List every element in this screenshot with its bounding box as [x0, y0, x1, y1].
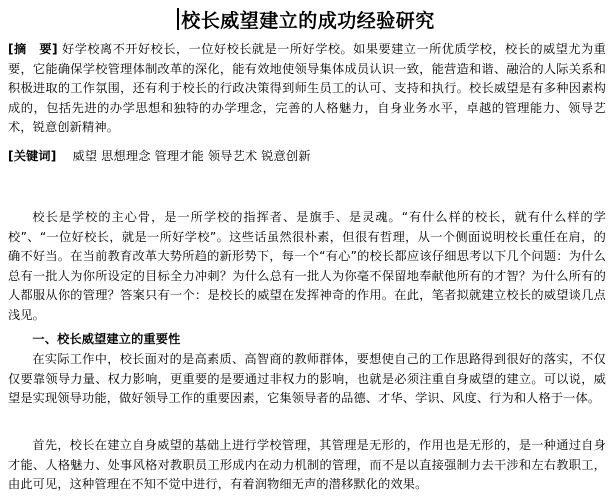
body-paragraph-2: 在实际工作中，校长面对的是高素质、高智商的教师群体，要想使自己的工作思路得到很好的落实，不仅仅要靠领导力量、权力影响，更重要的是要通过非权力的影响，也就是必须注重自身威望的建立。可以说，威望是实现领导功能，做好领导工作的重要因素，它集领导者的品德、才华、学识、风度、行为和人格于一体。: [8, 352, 606, 406]
section-heading-1: 一、校长威望建立的重要性: [32, 332, 181, 346]
document-title-text: 校长威望建立的成功经验研究: [181, 10, 435, 32]
body-paragraph-1: 校长是学校的主心骨，是一所学校的指挥者、是旗手、是灵魂。“有什么样的校长，就有什么样的学校”、“一位好校长，就是一所好学校”。这些话虽然很朴素，但很有哲理，从一个侧面说明校长重任在肩，的确不好当。在当前教育改革大势所趋的新形势下，每一个“有心”的校长都应该仔细思考以下几个问题：为什么总有一批人为你所设定的目标全力冲刺？为什么总有一批人为你毫不保留地奉献他所有的才智？为什么所有的人都服从你的管理？答案只有一个：是校长的威望在发挥神奇的作用。在此，笔者拟就建立校长的威望谈几点浅见。: [8, 210, 606, 322]
abstract-text: 好学校离不开好校长，一位好校长就是一所好学校。如果要建立一所优质学校，校长的威望尤为重要，它能确保学校管理体制改革的深化，能有效地使领导集体成员认识一致，能营造和谐、融洽的人际关系和积极进取的工作氛围，还有利于校长的行政决策得到师生员工的认可、支持和执行。校长威望是有多种因素构成的，包括先进的办学思想和独特的办学理念，完善的人格魅力，自身业务水平，卓越的管理能力、领导艺术，锐意创新精神。: [8, 42, 606, 135]
text-cursor: [177, 8, 179, 30]
document-title: [0, 8, 612, 34]
keywords-paragraph: [8, 147, 606, 167]
keywords-label: [关键词]: [8, 149, 57, 163]
keywords-text: 威望 思想理念 管理才能 领导艺术 锐意创新: [72, 149, 311, 163]
abstract-paragraph: [8, 40, 606, 138]
abstract-label: [摘 要]: [8, 42, 58, 56]
body-paragraph-3: 首先，校长在建立自身威望的基础上进行学校管理，其管理是无形的，作用也是无形的，是一种通过自身才能、人格魅力、处事风格对教职员工形成内在动力机制的管理，而不是以直接强制力去干涉和左右教职工，由此可见，这种管理在不知不觉中进行，有着润物细无声的潜移默化的效果。: [8, 438, 606, 492]
